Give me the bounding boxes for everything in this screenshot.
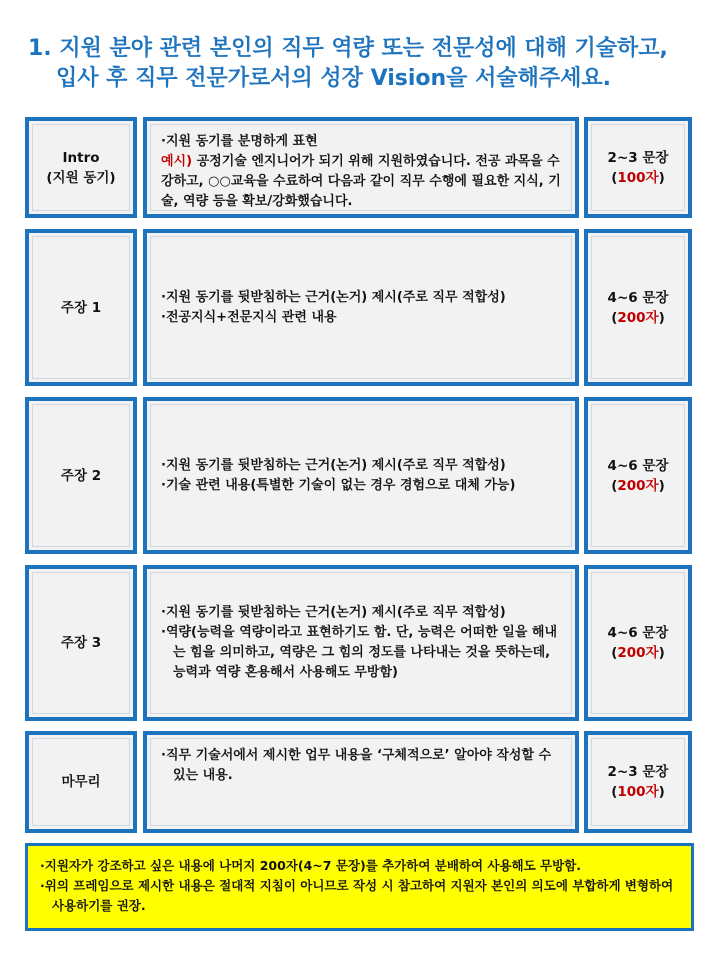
row-closing-count-box [584, 731, 692, 833]
row-intro-example [161, 152, 563, 212]
row-claim1-chars: (200자) [611, 309, 665, 326]
row-claim1-bullet-1: ·지원 동기를 뒷받침하는 근거(논거) 제시(주로 직무 적합성) [161, 289, 506, 305]
row-intro-count-box [584, 117, 692, 218]
row-closing-bullet-1: ·직무 기술서에서 제시한 업무 내용을 ‘구체적으로’ 알아야 작성할 수 있는 내용. [161, 748, 552, 783]
row-closing-sentences: 2~3 문장 [607, 764, 669, 780]
row-claim2-label: 주장 2 [60, 467, 102, 484]
note-line-2: ·위의 프레임으로 제시한 내용은 절대적 지침이 아니므로 작성 시 참고하여 지원자 본인의 의도에 부합하게 변형하여 사용하기를 권장. [40, 878, 674, 913]
example-prefix: 예시) [161, 154, 193, 169]
row-claim1-bullet-2: ·전공지식+전문지식 관련 내용 [161, 309, 337, 325]
row-closing-chars: (100자) [611, 784, 665, 800]
row-claim1-label-box [25, 229, 137, 386]
row-claim3-chars: (200자) [611, 645, 665, 661]
row-intro-body-box [143, 117, 579, 218]
row-claim3-label-box [25, 565, 137, 721]
row-claim2-count-box [584, 397, 692, 554]
row-claim1-body-box [143, 229, 579, 386]
row-intro-label-box [25, 117, 137, 218]
row-intro-chars: (100자) [611, 169, 665, 186]
row-intro-bullet-1: ·지원 동기를 분명하게 표현 [161, 134, 318, 149]
row-intro-label: Intro [62, 149, 100, 166]
row-claim2-bullet-1: ·지원 동기를 뒷받침하는 근거(논거) 제시(주로 직무 적합성) [161, 457, 506, 473]
row-claim2-bullet-2: ·기술 관련 내용(특별한 기술이 없는 경우 경험으로 대체 가능) [161, 477, 516, 493]
row-claim3-bullet-1: ·지원 동기를 뒷받침하는 근거(논거) 제시(주로 직무 적합성) [161, 605, 506, 620]
title-line-2: 입사 후 직무 전문가로서의 성장 Vision을 서술해주세요. [56, 66, 611, 91]
row-closing-body-box [143, 731, 579, 833]
row-claim3-count-box [584, 565, 692, 721]
row-claim1-label: 주장 1 [60, 299, 102, 316]
row-claim3-bullet-2: ·역량(능력을 역량이라고 표현하기도 함. 단, 능력은 어떠한 일을 해내는 힘을 의미하고, 역량은 그 힘의 정도를 나타내는 것을 뜻하는데, 능력과 역량 혼용해서 사용해도 무방함) [161, 625, 558, 680]
row-intro-sentences: 2~3 문장 [607, 149, 669, 166]
row-closing-label-box [25, 731, 137, 833]
row-claim2-sentences: 4~6 문장 [607, 457, 669, 474]
note-line-1: ·지원자가 강조하고 싶은 내용에 나머지 200자(4~7 문장)를 추가하여 분배하여 사용해도 무방함. [40, 858, 582, 873]
row-claim1-sentences: 4~6 문장 [607, 289, 669, 306]
row-intro-sublabel: (지원 동기) [46, 169, 116, 186]
example-text: 공정기술 엔지니어가 되기 위해 지원하였습니다. 전공 과목을 수강하고, ○○교육을 수료하여 다음과 같이 직무 수행에 필요한 지식, 기술, 역량 등을 확보/강화했습니다. [161, 154, 561, 209]
row-claim3-sentences: 4~6 문장 [607, 625, 669, 641]
row-closing-label: 마무리 [61, 774, 101, 790]
row-claim1-count-box [584, 229, 692, 386]
row-claim2-chars: (200자) [611, 477, 665, 494]
title-line-1: 1. 지원 분야 관련 본인의 직무 역량 또는 전문성에 대해 기술하고, [28, 36, 668, 61]
row-claim3-label: 주장 3 [60, 635, 102, 651]
row-claim2-body-box [143, 397, 579, 554]
row-claim3-body-box [143, 565, 579, 721]
note-box [25, 843, 694, 931]
page-title [28, 34, 708, 94]
row-claim2-label-box [25, 397, 137, 554]
